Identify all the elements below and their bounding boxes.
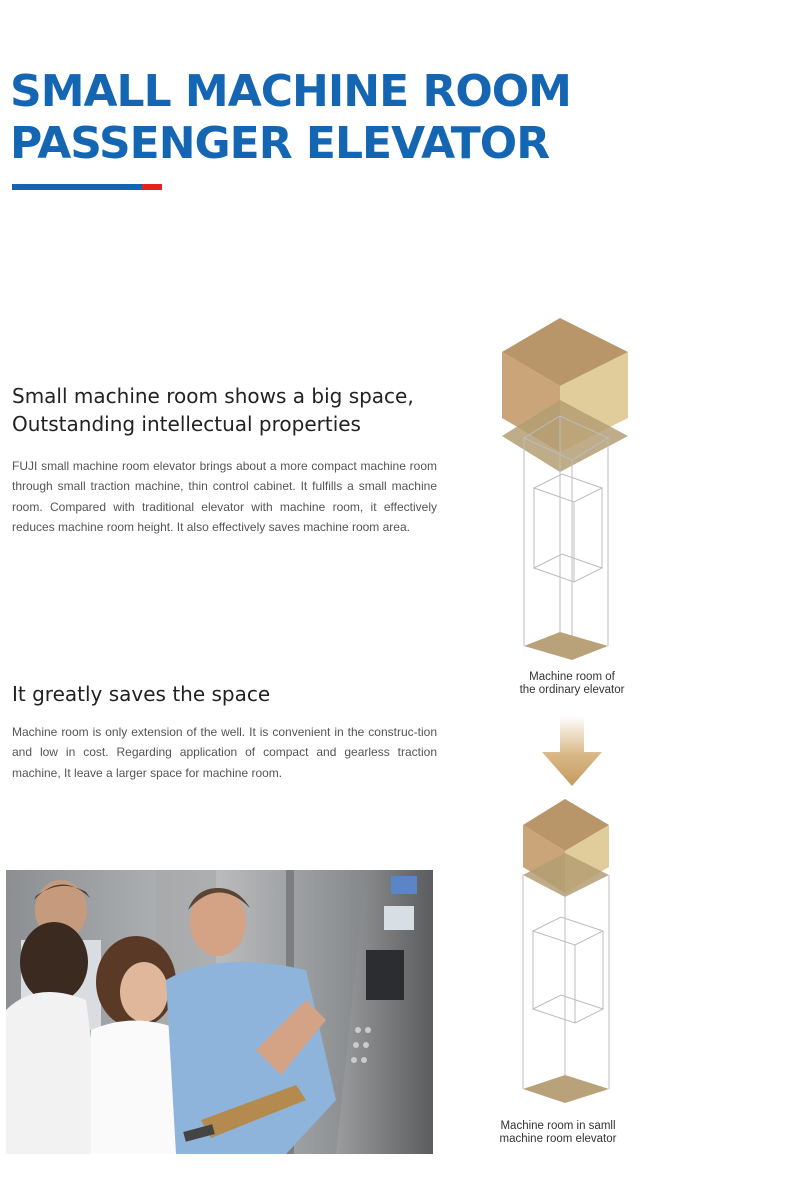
- section1-heading-line2: Outstanding intellectual properties: [12, 412, 361, 436]
- bottom-diagram-caption: Machine room in samll machine room elevator: [499, 1120, 617, 1145]
- top-diagram-caption: Machine room of the ordinary elevator: [519, 671, 625, 696]
- small-machine-room-diagram: [505, 795, 625, 1107]
- title-underline: [12, 184, 162, 190]
- title-line-1: SMALL MACHINE ROOM: [10, 66, 571, 117]
- underline-red-segment: [142, 184, 162, 190]
- section1-heading-line1: Small machine room shows a big space,: [12, 384, 414, 408]
- underline-blue-segment: [12, 184, 142, 190]
- section1-heading: [12, 382, 414, 438]
- small-pit-floor: [523, 1075, 609, 1103]
- section2-heading-text: It greatly saves the space: [12, 682, 271, 706]
- section2-body: Machine room is only extension of the well. It is convenient in the construc-tion and low in cost. Regarding application of compact and gearless traction machine, It leave a larger space for machine room.: [12, 725, 437, 780]
- people-in-elevator-photo: [6, 870, 433, 1154]
- ordinary-elevator-diagram: [490, 312, 640, 664]
- page-title: [10, 66, 571, 170]
- section2-heading: [12, 680, 270, 708]
- section1-body: FUJI small machine room elevator brings about a more compact machine room through small traction machine, thin control cabinet. It fulfills a small machine room. Compared with traditional elevator with machine room, it effectively reduces machine room height. It also effectively saves machine room area.: [12, 459, 437, 535]
- title-line-2: PASSENGER ELEVATOR: [10, 118, 550, 169]
- arrow-down-icon: [540, 716, 604, 788]
- small-shaft-outline: [523, 875, 609, 1101]
- pit-floor: [524, 632, 608, 660]
